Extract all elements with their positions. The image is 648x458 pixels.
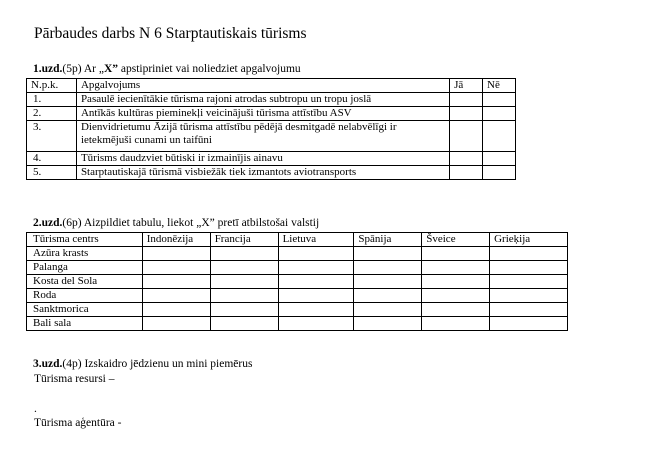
answer-cell[interactable] bbox=[142, 275, 210, 289]
table-row bbox=[27, 275, 568, 289]
answer-cell[interactable] bbox=[210, 289, 278, 303]
answer-yes-cell[interactable] bbox=[450, 166, 483, 180]
task1-number: 1.uzd. bbox=[33, 63, 63, 75]
answer-cell[interactable] bbox=[142, 317, 210, 331]
tourism-center-name: Roda bbox=[27, 289, 143, 303]
answer-no-cell[interactable] bbox=[483, 107, 516, 121]
answer-cell[interactable] bbox=[354, 261, 422, 275]
answer-no-cell[interactable] bbox=[483, 93, 516, 107]
task1-text: apstipriniet vai noliedziet apgalvojumu bbox=[118, 63, 301, 75]
header-cell: Šveice bbox=[422, 233, 490, 247]
task1-points: (5p) bbox=[62, 63, 82, 75]
answer-cell[interactable] bbox=[210, 303, 278, 317]
answer-cell[interactable] bbox=[142, 261, 210, 275]
row-number: 5. bbox=[27, 166, 77, 180]
table-row bbox=[27, 93, 516, 107]
table-row bbox=[27, 317, 568, 331]
answer-cell[interactable] bbox=[490, 261, 568, 275]
header-cell: Lietuva bbox=[278, 233, 354, 247]
answer-cell[interactable] bbox=[422, 317, 490, 331]
answer-cell[interactable] bbox=[210, 261, 278, 275]
header-cell: Spānija bbox=[354, 233, 422, 247]
answer-cell[interactable] bbox=[354, 289, 422, 303]
task1-heading bbox=[33, 62, 301, 76]
statement-text: Tūrisms daudzviet būtiski ir izmainījis ainavu bbox=[76, 152, 449, 166]
answer-cell[interactable] bbox=[210, 275, 278, 289]
answer-yes-cell[interactable] bbox=[450, 93, 483, 107]
answer-cell[interactable] bbox=[490, 317, 568, 331]
header-cell: Jā bbox=[450, 79, 483, 93]
table-row bbox=[27, 166, 516, 180]
answer-cell[interactable] bbox=[354, 317, 422, 331]
table-row bbox=[27, 261, 568, 275]
header-cell: Nē bbox=[483, 79, 516, 93]
task1-mark: X” bbox=[103, 63, 118, 75]
statement-text: Dienvidrietumu Āzijā tūrisma attīstību pēdējā desmitgadē nelabvēlīgi ir ietekmējuši cunami un taifūni bbox=[76, 121, 449, 152]
header-cell: Francija bbox=[210, 233, 278, 247]
answer-cell[interactable] bbox=[354, 303, 422, 317]
table-row bbox=[27, 152, 516, 166]
answer-cell[interactable] bbox=[278, 289, 354, 303]
statements-table bbox=[26, 78, 516, 180]
table-header-row bbox=[27, 79, 516, 93]
term-tourism-resources: Tūrisma resursi – bbox=[34, 373, 115, 385]
header-cell: Tūrisma centrs bbox=[27, 233, 143, 247]
answer-cell[interactable] bbox=[490, 247, 568, 261]
statement-text: Antīkās kultūras pieminekļi veicinājuši tūrisma attīstību ASV bbox=[76, 107, 449, 121]
tourism-centers-table bbox=[26, 232, 568, 331]
answer-cell[interactable] bbox=[354, 247, 422, 261]
answer-no-cell[interactable] bbox=[483, 166, 516, 180]
row-number: 3. bbox=[27, 121, 77, 152]
statement-text: Starptautiskajā tūrismā visbiežāk tiek izmantots aviotransports bbox=[76, 166, 449, 180]
answer-no-cell[interactable] bbox=[483, 121, 516, 152]
answer-cell[interactable] bbox=[142, 247, 210, 261]
answer-yes-cell[interactable] bbox=[450, 121, 483, 152]
table-row bbox=[27, 303, 568, 317]
header-cell: Apgalvojums bbox=[76, 79, 449, 93]
header-cell: Grieķija bbox=[490, 233, 568, 247]
term-tourism-agency: Tūrisma aģentūra - bbox=[34, 417, 122, 429]
page-title: Pārbaudes darbs N 6 Starptautiskais tūrisms bbox=[34, 25, 307, 42]
answer-cell[interactable] bbox=[354, 275, 422, 289]
task1-pre: Ar „ bbox=[81, 63, 104, 75]
task2-text: Aizpildiet tabulu, liekot „X” pretī atbilstošai valstij bbox=[81, 217, 320, 229]
answer-cell[interactable] bbox=[210, 317, 278, 331]
answer-cell[interactable] bbox=[422, 303, 490, 317]
answer-yes-cell[interactable] bbox=[450, 107, 483, 121]
task3-heading bbox=[33, 357, 252, 371]
tourism-center-name: Palanga bbox=[27, 261, 143, 275]
answer-cell[interactable] bbox=[422, 261, 490, 275]
table-row bbox=[27, 107, 516, 121]
tourism-center-name: Azūra krasts bbox=[27, 247, 143, 261]
answer-cell[interactable] bbox=[210, 247, 278, 261]
row-number: 2. bbox=[27, 107, 77, 121]
tourism-center-name: Bali sala bbox=[27, 317, 143, 331]
table-row bbox=[27, 121, 516, 152]
answer-cell[interactable] bbox=[422, 275, 490, 289]
answer-cell[interactable] bbox=[490, 303, 568, 317]
table-row bbox=[27, 247, 568, 261]
task2-points: (6p) bbox=[62, 217, 82, 229]
answer-cell[interactable] bbox=[422, 247, 490, 261]
row-number: 1. bbox=[27, 93, 77, 107]
answer-no-cell[interactable] bbox=[483, 152, 516, 166]
answer-dot: . bbox=[34, 403, 37, 415]
answer-cell[interactable] bbox=[278, 261, 354, 275]
task3-number: 3.uzd. bbox=[33, 358, 63, 370]
task2-heading bbox=[33, 216, 319, 230]
answer-cell[interactable] bbox=[278, 247, 354, 261]
answer-cell[interactable] bbox=[278, 317, 354, 331]
answer-cell[interactable] bbox=[490, 275, 568, 289]
answer-cell[interactable] bbox=[422, 289, 490, 303]
header-cell: N.p.k. bbox=[27, 79, 77, 93]
answer-yes-cell[interactable] bbox=[450, 152, 483, 166]
header-cell: Indonēzija bbox=[142, 233, 210, 247]
tourism-center-name: Sanktmorica bbox=[27, 303, 143, 317]
answer-cell[interactable] bbox=[142, 289, 210, 303]
table-row bbox=[27, 289, 568, 303]
row-number: 4. bbox=[27, 152, 77, 166]
answer-cell[interactable] bbox=[490, 289, 568, 303]
statement-text: Pasaulē iecienītākie tūrisma rajoni atrodas subtropu un tropu joslā bbox=[76, 93, 449, 107]
answer-cell[interactable] bbox=[278, 303, 354, 317]
task3-points: (4p) bbox=[62, 358, 82, 370]
task2-number: 2.uzd. bbox=[33, 217, 63, 229]
table-header-row bbox=[27, 233, 568, 247]
answer-cell[interactable] bbox=[278, 275, 354, 289]
tourism-center-name: Kosta del Sola bbox=[27, 275, 143, 289]
task3-text: Izskaidro jēdzienu un mini piemērus bbox=[81, 358, 253, 370]
answer-cell[interactable] bbox=[142, 303, 210, 317]
